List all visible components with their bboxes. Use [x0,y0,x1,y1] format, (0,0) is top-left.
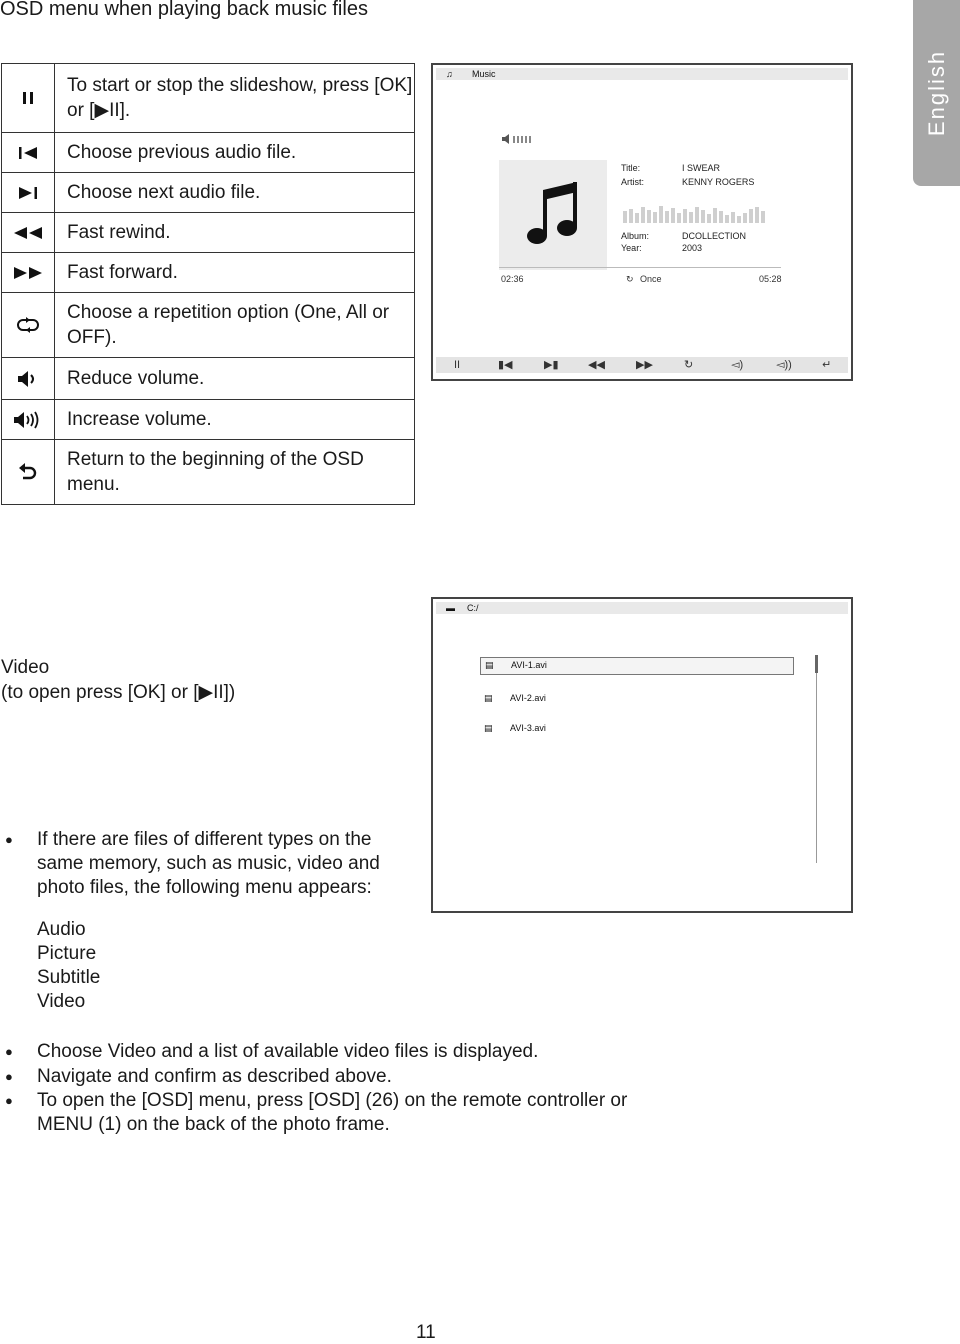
list-item[interactable] [480,721,792,737]
list-item[interactable] [480,691,792,707]
table-cell-text: Choose previous audio file. [55,133,415,173]
table-cell-text: Increase volume. [55,400,415,440]
artist-value: KENNY ROGERS [682,177,755,187]
bar-return-icon[interactable]: ↵ [822,359,832,371]
table-cell-text: Fast rewind. [55,213,415,253]
table-row [2,358,415,400]
bullet1-line: same memory, such as music, video and [37,853,380,874]
music-title-bar [436,68,848,80]
table-cell-text: Fast forward. [55,253,415,293]
table-row [2,253,415,293]
bar-volume-up-icon[interactable]: ◅)) [776,359,792,371]
album-label: Album: [621,231,650,241]
table-row [2,440,415,505]
table-row [2,64,415,133]
table-row [2,400,415,440]
music-note-icon: ♫ [446,69,453,79]
table-row [2,173,415,213]
fast-forward-icon [2,253,55,293]
bullet-dot: ● [5,1069,13,1084]
file-name: AVI-1.avi [511,660,547,670]
progress-track [499,267,781,268]
list-item[interactable] [480,657,794,675]
scrollbar-track[interactable] [816,655,817,863]
return-icon [2,440,55,505]
next-track-icon [2,173,55,213]
browser-path: C:/ [467,603,479,613]
title-label: Title: [621,163,641,173]
album-art [499,160,607,270]
menu-item-subtitle: Subtitle [37,967,101,988]
folder-icon: ▬ [446,603,455,613]
bullet1-line: If there are files of different types on the [37,829,372,850]
year-label: Year: [621,243,642,253]
bullet2-text [37,1040,538,1064]
total-time: 05:28 [759,274,782,284]
bar-forward-icon[interactable]: ▶▶ [636,359,653,371]
table-row [2,213,415,253]
table-row [2,133,415,173]
bar-next-icon[interactable]: ▶▮ [544,359,559,371]
elapsed-time: 02:36 [501,274,524,284]
table-row [2,293,415,358]
play-pause-icon [2,64,55,133]
video-camera-icon: ▤ [485,660,494,670]
bar-repeat-icon[interactable]: ↻ [684,359,694,371]
control-bar [436,357,848,373]
file-name: AVI-2.avi [510,693,546,703]
music-playback-screenshot [431,63,853,381]
bullet4-line: MENU (1) on the back of the photo frame. [37,1114,390,1135]
scrollbar-thumb[interactable] [815,655,818,673]
repeat-mode-icon: ↻ [626,274,634,284]
repeat-mode: Once [640,274,662,284]
menu-item-picture: Picture [37,943,97,964]
bullet-dot: ● [5,1093,13,1108]
table-cell-text: Choose a repetition option (One, All or OFF). [55,293,415,358]
bar-rewind-icon[interactable]: ◀◀ [588,359,605,371]
table-cell-text: To start or stop the slideshow, press [OK] or [▶II]. [55,64,415,133]
volume-up-icon [2,400,55,440]
page-heading: OSD menu when playing back music files [0,0,368,20]
video-section-label: Video [1,657,50,678]
volume-down-icon [2,358,55,400]
bar-pause-icon[interactable]: II [454,359,461,371]
bar-previous-icon[interactable]: ▮◀ [498,359,513,371]
menu-item-video: Video [37,991,86,1012]
table-cell-text: Return to the beginning of the OSD menu. [55,440,415,505]
bullet3-text: Navigate and confirm as described above. [37,1066,392,1087]
volume-level-icon [501,133,537,145]
music-screen-title: Music [472,69,496,79]
bullet1-line: photo files, the following menu appears: [37,877,372,898]
video-camera-icon: ▤ [484,723,493,733]
title-value: I SWEAR [682,163,721,173]
bullet4-line: To open the [OSD] menu, press [OSD] (26) on the remote controller or [37,1090,628,1111]
bullet2-bold: Video [107,1041,157,1062]
artist-label: Artist: [621,177,645,187]
language-tab [913,0,960,186]
menu-item-audio: Audio [37,919,86,940]
page-number: 11 [416,1322,436,1343]
video-section-instruction: (to open press [OK] or [▶II]) [1,682,236,703]
video-browser-screenshot [431,597,853,913]
table-cell-text: Reduce volume. [55,358,415,400]
album-value: DCOLLECTION [682,231,747,241]
bullet-dot: ● [5,832,13,847]
fast-rewind-icon [2,213,55,253]
bullet2-after: and a list of available video files is displayed. [156,1041,539,1062]
bar-volume-down-icon[interactable]: ◅) [731,359,744,371]
bullet-dot: ● [5,1044,13,1059]
browser-path-bar [436,602,848,614]
file-name: AVI-3.avi [510,723,546,733]
bullet2-before: Choose [37,1041,108,1062]
table-cell-text: Choose next audio file. [55,173,415,213]
language-tab-label: English [923,49,949,137]
video-camera-icon: ▤ [484,693,493,703]
previous-track-icon [2,133,55,173]
equalizer-visual [621,203,771,223]
music-notes-icon [525,180,581,246]
year-value: 2003 [682,243,703,253]
repeat-icon [2,293,55,358]
osd-icon-table [1,63,415,505]
